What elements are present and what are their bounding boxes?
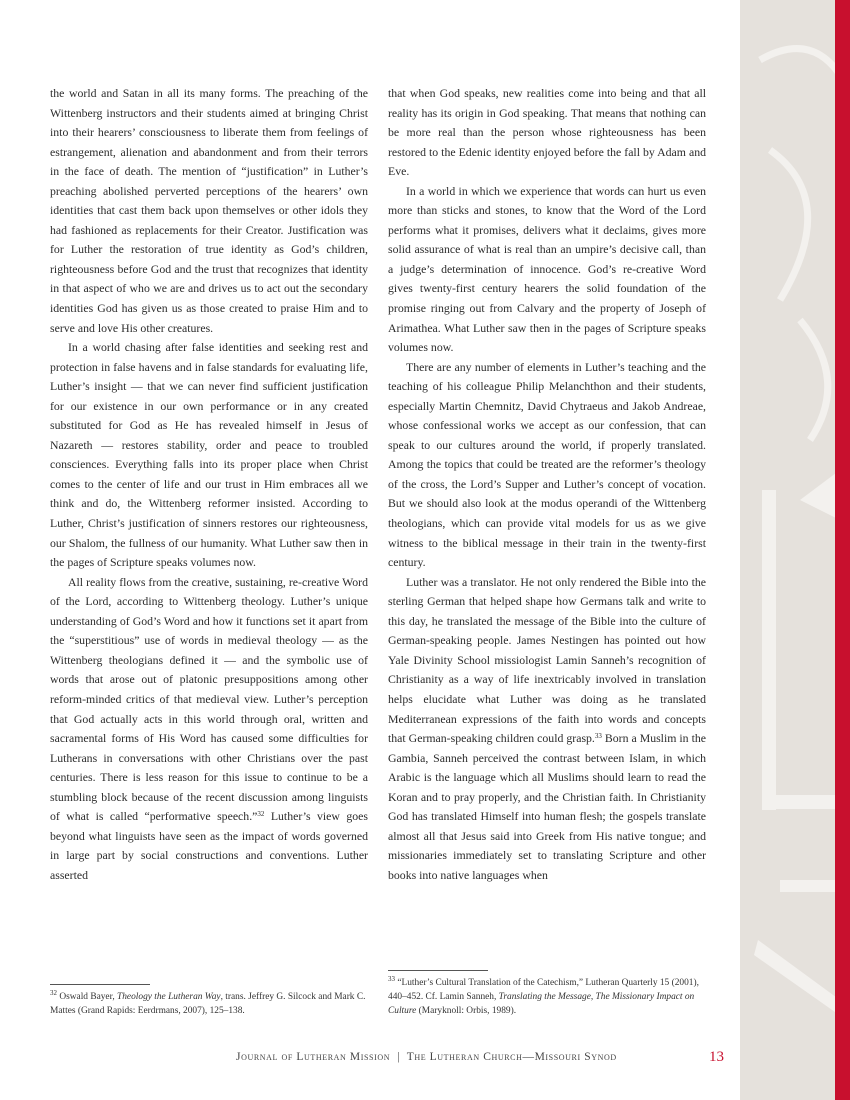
watermark-letters-graphic [740,0,835,1100]
footer-separator: | [397,1051,400,1063]
footnote-number: 32 [50,989,57,997]
accent-bar [835,0,850,1100]
paragraph: In a world in which we experience that words can hurt us even more than sticks and stones, to know that the Word of the Lord performs what it promises, delivers what it declaims, gives more solid assurance of what is real than an umpire’s decisive call, than a judge’s determination of innocence. God’s re-creative Word gives twenty-first century hearers the solid foundation of the promise ringing out from Calvary and the property of Joseph of Arimathea. What Luther saw then in the pages of Scripture speaks volumes now. [388,183,706,355]
publisher-name: The Lutheran Church—Missouri Synod [406,1051,617,1063]
footnote-32 [50,990,368,1018]
paragraph: In a world chasing after false identities and seeking rest and protection in false havens and in false standards for evaluating life, Luther’s insight — that we can never find sufficient justification for our existence in our own performance or in any created substituted for God as He has revealed himself in Jesus of Nazareth — restores stability, order and peace to troubled consciences. Everything falls into its proper place when Christ comes to the center of life and our trust in Him embraces all we think and do, the Wittenberg reformer insisted. According to Luther, Christ’s justification of sinners restores our righteousness, our Shalom, the fullness of our humanity. What Luther saw then in the pages of Scripture speaks volumes now. [50,340,368,570]
decorative-sidebar [740,0,835,1100]
paragraph: the world and Satan in all its many forms. The preaching of the Wittenberg instructors and their students aimed at bringing Christ into their hearers’ consciousness to liberate them from feelings of estrangement, alienation and abandonment and from their terrors in the face of death. The mention of “justification” in Luther’s preaching abolished perverted perceptions of the hearers’ own identities that cast them back upon themselves or other idols they had fashioned as replacements for their Creator. Justification was for Luther the restoration of true identity as God’s children, righteousness before God and the trust that recognizes that identity in that aspect of who we are and drives us to act out the secondary identities God has given us as those created to praise Him and to serve and love His other creatures. [50,86,368,335]
footnote-rule [50,984,150,985]
footnote-33 [388,976,706,1018]
footnote-text: (Maryknoll: Orbis, 1989). [416,1006,517,1016]
footnote-title: Translating the Message, The Missionary Impact on Culture [388,992,695,1016]
journal-name: Journal of Lutheran Mission [236,1051,391,1063]
body-column-left [50,84,368,885]
footnote-number: 33 [388,975,395,983]
paragraph: that when God speaks, new realities come into being and that all reality has its origin in God speaking. That means that nothing can be more real than the person whose righteousness has been restored to the Edenic identity enjoyed before the fall by Adam and Eve. [388,86,706,179]
footnote-text: “Luther’s Cultural Translation of the Catechism,” Lutheran Quarterly 15 (2001), 440–452. Cf. Lamin Sanneh, [388,978,699,1002]
footnote-ref-33[interactable]: 33 [594,732,602,741]
paragraph-text: Luther’s view goes beyond what linguists have seen as the impact of words governed in large part by social constructions and conventions. Luther asserted [50,809,368,882]
paragraph [388,573,706,886]
paragraph-text: All reality flows from the creative, sustaining, re-creative Word of the Lord, according to Wittenberg theology. Luther’s unique understanding of God’s Word and how it functions set it apart from the “superstitious” use of words in medieval theology — as the Wittenberg theologians defined it — and the symbolic use of words that arose out of platonic presuppositions among other reform-minded critics of that medieval view. Luther’s perception that God actually acts in this world through oral, written and sacramental forms of His Word has caused some difficulties for Lutherans in conversations with other Christians over the past centuries. There is less reason for this issue to continue to be a stumbling block because of the recent discussion among linguists of what is called “performative speech.” [50,574,368,824]
footnote-title: Theology the Lutheran Way [117,992,221,1002]
paragraph [50,573,368,886]
paragraph-text: Born a Muslim in the Gambia, Sanneh perceived the contrast between Islam, in which Arabic is the language which all Muslims should learn to read the Koran and to pray properly, and the Christian faith. In Christianity God has translated Himself into human flesh; the gospels translate almost all that Jesus said into Greek from His native tongue; and missionaries immediately set to translating Scripture and other books into native languages when [388,731,706,882]
footnote-text: , trans. Jeffrey G. Silcock and Mark C. Mattes (Grand Rapids: Eerdrmans, 2007), 125–138. [50,992,366,1016]
footnote-ref-32[interactable]: 32 [257,810,265,819]
paragraph: There are any number of elements in Luther’s teaching and the teaching of his colleague Philip Melanchthon and their students, especially Martin Chemnitz, David Chytraeus and Jakob Andreae, whose confessional works we accept as our confession, that can speak to our cultures around the world, if properly translated. Among the topics that could be treated are the reformer’s theology of the cross, the Lord’s Supper and Luther’s concept of vocation. But we should also look at the modus operandi of the Wittenberg theologians, which can provide vital models for us as we give witness to the biblical message in their train in the twenty-first century. [388,359,706,570]
footnote-rule [388,970,488,971]
page-number: 13 [709,1049,724,1065]
body-column-right [388,84,706,885]
running-footer [236,1051,617,1063]
footnote-text: Oswald Bayer, [59,992,118,1002]
paragraph-text: Luther was a translator. He not only rendered the Bible into the sterling German that helped shape how Germans talk and write to this day, he translated the message of the Bible into the culture of German-speaking people. James Nestingen has pointed out how Yale Divinity School missiologist Lamin Sanneh’s recognition of Christianity as a way of life inextricably involved in translation helps elucidate what Luther was doing as he translated Mediterranean expressions of the faith into words and concepts that German-speaking children could grasp. [388,574,706,746]
